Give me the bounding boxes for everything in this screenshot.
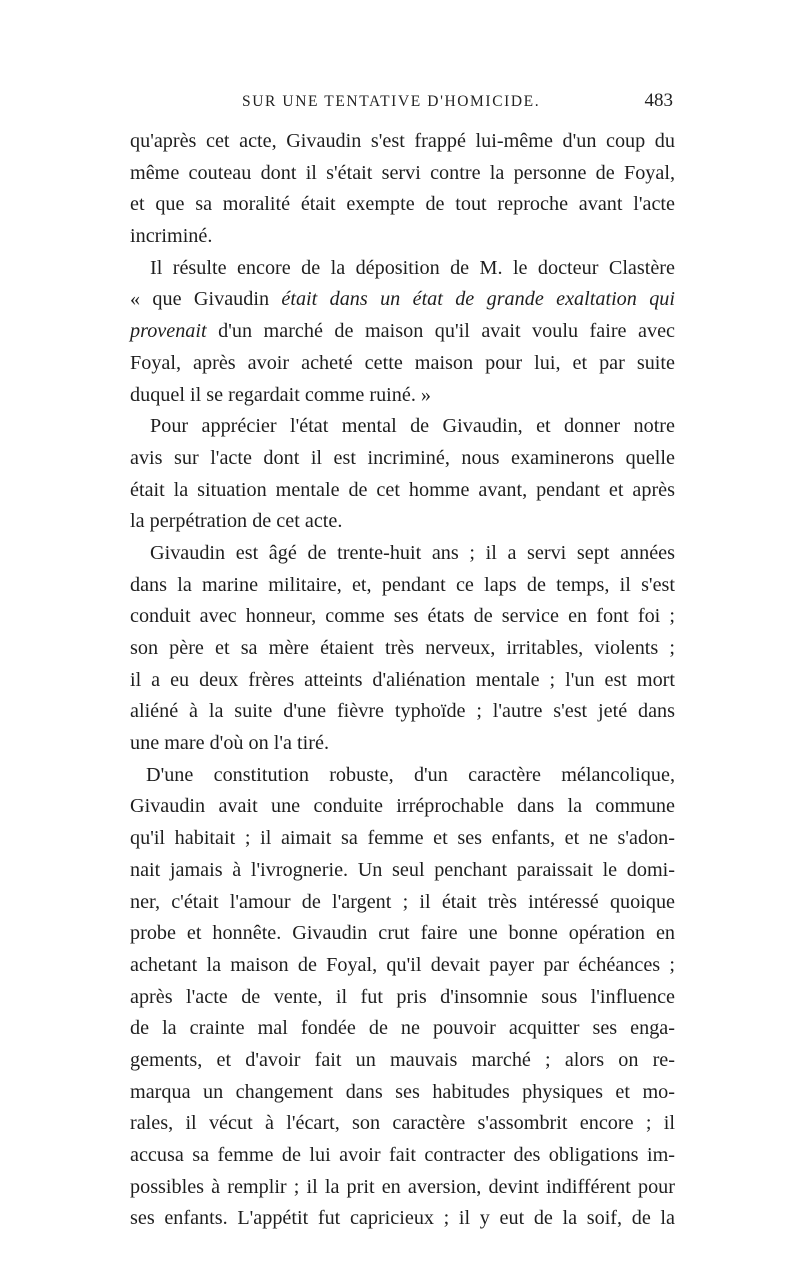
text-line	[130, 316, 675, 348]
text-line: et que sa moralité était exempte de tout reproche avant l'acte	[130, 193, 675, 216]
text-line: ses enfants. L'appétit fut capricieux ; il y eut de la soif, de la	[130, 1207, 675, 1230]
text-line: duquel il se regardait comme ruiné. »	[130, 383, 432, 406]
text-line: Foyal, après avoir acheté cette maison pour lui, et par suite	[130, 351, 675, 374]
italic-quote: provenait	[130, 320, 207, 343]
running-title: SUR UNE TENTATIVE D'HOMICIDE.	[242, 93, 541, 110]
text-line: conduit avec honneur, comme ses états de service en font foi ;	[130, 605, 675, 628]
text-line: une mare d'où on l'a tiré.	[130, 732, 329, 755]
text-line: la perpétration de cet acte.	[130, 510, 343, 533]
text-line: incriminé.	[130, 225, 213, 248]
text-line: qu'après cet acte, Givaudin s'est frappé lui-même d'un coup du	[130, 130, 675, 152]
text-line	[130, 284, 675, 316]
running-head	[130, 90, 675, 117]
text-line: Givaudin est âgé de trente-huit ans ; il a servi sept années	[150, 541, 675, 564]
text-line: probe et honnête. Givaudin crut faire une bonne opération en	[130, 922, 675, 945]
text-line: marqua un changement dans ses habitudes physiques et mo-	[130, 1080, 675, 1103]
text-line: D'une constitution robuste, d'un caractère mélancolique,	[146, 763, 675, 786]
text-line: aliéné à la suite d'une fièvre typhoïde ; l'autre s'est jeté dans	[130, 700, 675, 723]
text-line: de la crainte mal fondée de ne pouvoir acquitter ses enga-	[130, 1017, 675, 1040]
text-line: il a eu deux frères atteints d'aliénation mentale ; l'un est mort	[130, 668, 675, 691]
text-line: achetant la maison de Foyal, qu'il devait payer par échéances ;	[130, 953, 675, 976]
text-line: avis sur l'acte dont il est incriminé, nous examinerons quelle	[130, 446, 675, 469]
text-line: nait jamais à l'ivrognerie. Un seul penchant paraissait le domi-	[130, 858, 675, 881]
italic-quote: était dans un état de grande exaltation qui	[281, 288, 676, 311]
text-line: gements, et d'avoir fait un mauvais marché ; alors on re-	[130, 1048, 675, 1071]
text-line: accusa sa femme de lui avoir fait contracter des obligations im-	[130, 1144, 675, 1166]
text-line: rales, il vécut à l'écart, son caractère s'assombrit encore ; il	[130, 1112, 675, 1135]
text-line: après l'acte de vente, il fut pris d'insomnie sous l'influence	[130, 985, 675, 1008]
text-line: possibles à remplir ; il la prit en aversion, devint indifférent pour	[130, 1175, 675, 1198]
text-line: son père et sa mère étaient très nerveux, irritables, violents ;	[130, 637, 675, 659]
text-line: ner, c'était l'amour de l'argent ; il était très intéressé quoique	[130, 890, 675, 913]
text-run: d'un marché de maison qu'il avait voulu faire avec	[206, 320, 675, 343]
text-line: même couteau dont il s'était servi contre la personne de Foyal,	[130, 161, 675, 184]
text-line: Pour apprécier l'état mental de Givaudin, et donner notre	[150, 415, 675, 438]
text-line: était la situation mentale de cet homme avant, pendant et après	[130, 478, 675, 501]
text-line: Il résulte encore de la déposition de M. le docteur Clastère	[150, 256, 675, 279]
text-line: dans la marine militaire, et, pendant ce laps de temps, il s'est	[130, 573, 675, 596]
text-line: Givaudin avait une conduite irréprochable dans la commune	[130, 795, 675, 818]
text-run: « que Givaudin	[130, 288, 282, 311]
text-line: qu'il habitait ; il aimait sa femme et ses enfants, et ne s'adon-	[130, 827, 675, 850]
body-text	[130, 126, 675, 1235]
page-number: 483	[644, 90, 673, 111]
